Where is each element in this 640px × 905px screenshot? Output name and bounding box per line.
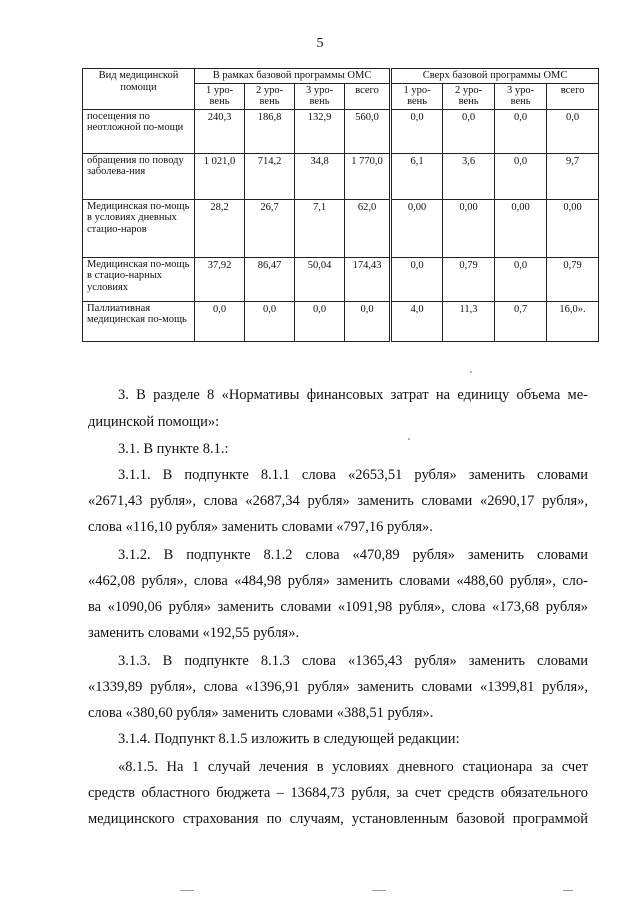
row-label: Паллиативная медицинская по-мощь <box>83 301 195 341</box>
table-cell: 714,2 <box>245 153 295 199</box>
table-cell: 37,92 <box>195 257 245 301</box>
table-cell: 560,0 <box>345 109 391 153</box>
paragraph-line: слова «116,10 рубля» заменить словами «797,16 рубля». <box>88 519 433 535</box>
table-cell: 0,0 <box>245 301 295 341</box>
table-cell: 3,6 <box>443 153 495 199</box>
paragraph-line: средств областного бюджета – 13684,73 рубля, за счет средств обязательного <box>88 785 588 801</box>
table-cell: 0,79 <box>443 257 495 301</box>
table-cell: 0,7 <box>495 301 547 341</box>
table-cell: 50,04 <box>295 257 345 301</box>
scan-speck <box>408 438 410 440</box>
scan-speck <box>180 890 194 891</box>
table-cell: 0,0 <box>391 257 443 301</box>
table-cell: 86,47 <box>245 257 295 301</box>
row-label: Медицинская по-мощь в стацио-нарных условиях <box>83 257 195 301</box>
paragraph-line: «8.1.5. На 1 случай лечения в условиях дневного стационара за счет <box>118 759 588 775</box>
row-label: посещения по неотложной по-мощи <box>83 109 195 153</box>
table-cell: 9,7 <box>547 153 599 199</box>
header-level: 3 уро-вень <box>495 83 547 109</box>
paragraph-line: «462,08 рубля», слова «484,98 рубля» заменить словами «488,60 рубля», сло- <box>88 573 588 589</box>
table-cell: 28,2 <box>195 199 245 257</box>
header-kind: Вид медицинской помощи <box>83 69 195 110</box>
paragraph-line: 3.1.3. В подпункте 8.1.3 слова «1365,43 рубля» заменить словами <box>118 653 588 669</box>
table-cell: 0,0 <box>345 301 391 341</box>
paragraph-line: дицинской помощи»: <box>88 414 220 430</box>
paragraph-line: «2671,43 рубля», слова «2687,34 рубля» заменить словами «2690,17 рубля», <box>88 493 588 509</box>
table-cell: 1 770,0 <box>345 153 391 199</box>
table-cell: 0,0 <box>391 109 443 153</box>
table-cell: 0,00 <box>547 199 599 257</box>
table-cell: 0,0 <box>295 301 345 341</box>
paragraph-line: слова «380,60 рубля» заменить словами «388,51 рубля». <box>88 705 434 721</box>
header-level: 2 уро-вень <box>443 83 495 109</box>
scan-speck <box>372 890 386 891</box>
header-total: всего <box>547 83 599 109</box>
paragraph-line: 3.1.2. В подпункте 8.1.2 слова «470,89 рубля» заменить словами <box>118 547 588 563</box>
header-level: 2 уро-вень <box>245 83 295 109</box>
table-cell: 0,0 <box>495 153 547 199</box>
page-number: 5 <box>316 36 324 51</box>
table-cell: 0,79 <box>547 257 599 301</box>
paragraph-line: 3.1.4. Подпункт 8.1.5 изложить в следующей редакции: <box>118 731 460 747</box>
paragraph-line: медицинского страхования по случаям, установленным базовой программой <box>88 811 588 827</box>
table-cell: 34,8 <box>295 153 345 199</box>
header-group-extra: Сверх базовой программы ОМС <box>391 69 599 84</box>
table-cell: 174,43 <box>345 257 391 301</box>
table-cell: 240,3 <box>195 109 245 153</box>
paragraph-line: заменить словами «192,55 рубля». <box>88 625 300 641</box>
header-level: 1 уро-вень <box>391 83 443 109</box>
header-level: 1 уро-вень <box>195 83 245 109</box>
table-cell: 0,00 <box>495 199 547 257</box>
row-label: обращения по поводу заболева-ния <box>83 153 195 199</box>
table-cell: 6,1 <box>391 153 443 199</box>
table-cell: 132,9 <box>295 109 345 153</box>
paragraph-line: «1339,89 рубля», слова «1396,91 рубля» заменить словами «1399,81 рубля», <box>88 679 588 695</box>
table-cell: 11,3 <box>443 301 495 341</box>
table-cell: 0,00 <box>391 199 443 257</box>
table-cell: 0,00 <box>443 199 495 257</box>
paragraph-line: 3.1. В пункте 8.1.: <box>118 441 229 457</box>
table-cell: 186,8 <box>245 109 295 153</box>
header-level: 3 уро-вень <box>295 83 345 109</box>
paragraph-line: ва «1090,06 рубля» заменить словами «1091,98 рубля», слова «173,68 рубля» <box>88 599 588 615</box>
table-cell: 16,0». <box>547 301 599 341</box>
scan-speck <box>470 371 472 373</box>
table-cell: 4,0 <box>391 301 443 341</box>
row-label: Медицинская по-мощь в условиях дневных стацио-наров <box>83 199 195 257</box>
header-group-base: В рамках базовой программы ОМС <box>195 69 391 84</box>
paragraph-line: 3.1.1. В подпункте 8.1.1 слова «2653,51 рубля» заменить словами <box>118 467 588 483</box>
table-cell: 1 021,0 <box>195 153 245 199</box>
table-cell: 62,0 <box>345 199 391 257</box>
header-total: всего <box>345 83 391 109</box>
table-cell: 0,0 <box>495 257 547 301</box>
table-cell: 0,0 <box>443 109 495 153</box>
scan-speck <box>563 890 573 891</box>
document-body <box>88 0 588 905</box>
paragraph-line: 3. В разделе 8 «Нормативы финансовых затрат на единицу объема ме- <box>118 387 588 403</box>
table-cell: 0,0 <box>547 109 599 153</box>
table-cell: 0,0 <box>495 109 547 153</box>
table-cell: 7,1 <box>295 199 345 257</box>
table-cell: 26,7 <box>245 199 295 257</box>
table-cell: 0,0 <box>195 301 245 341</box>
